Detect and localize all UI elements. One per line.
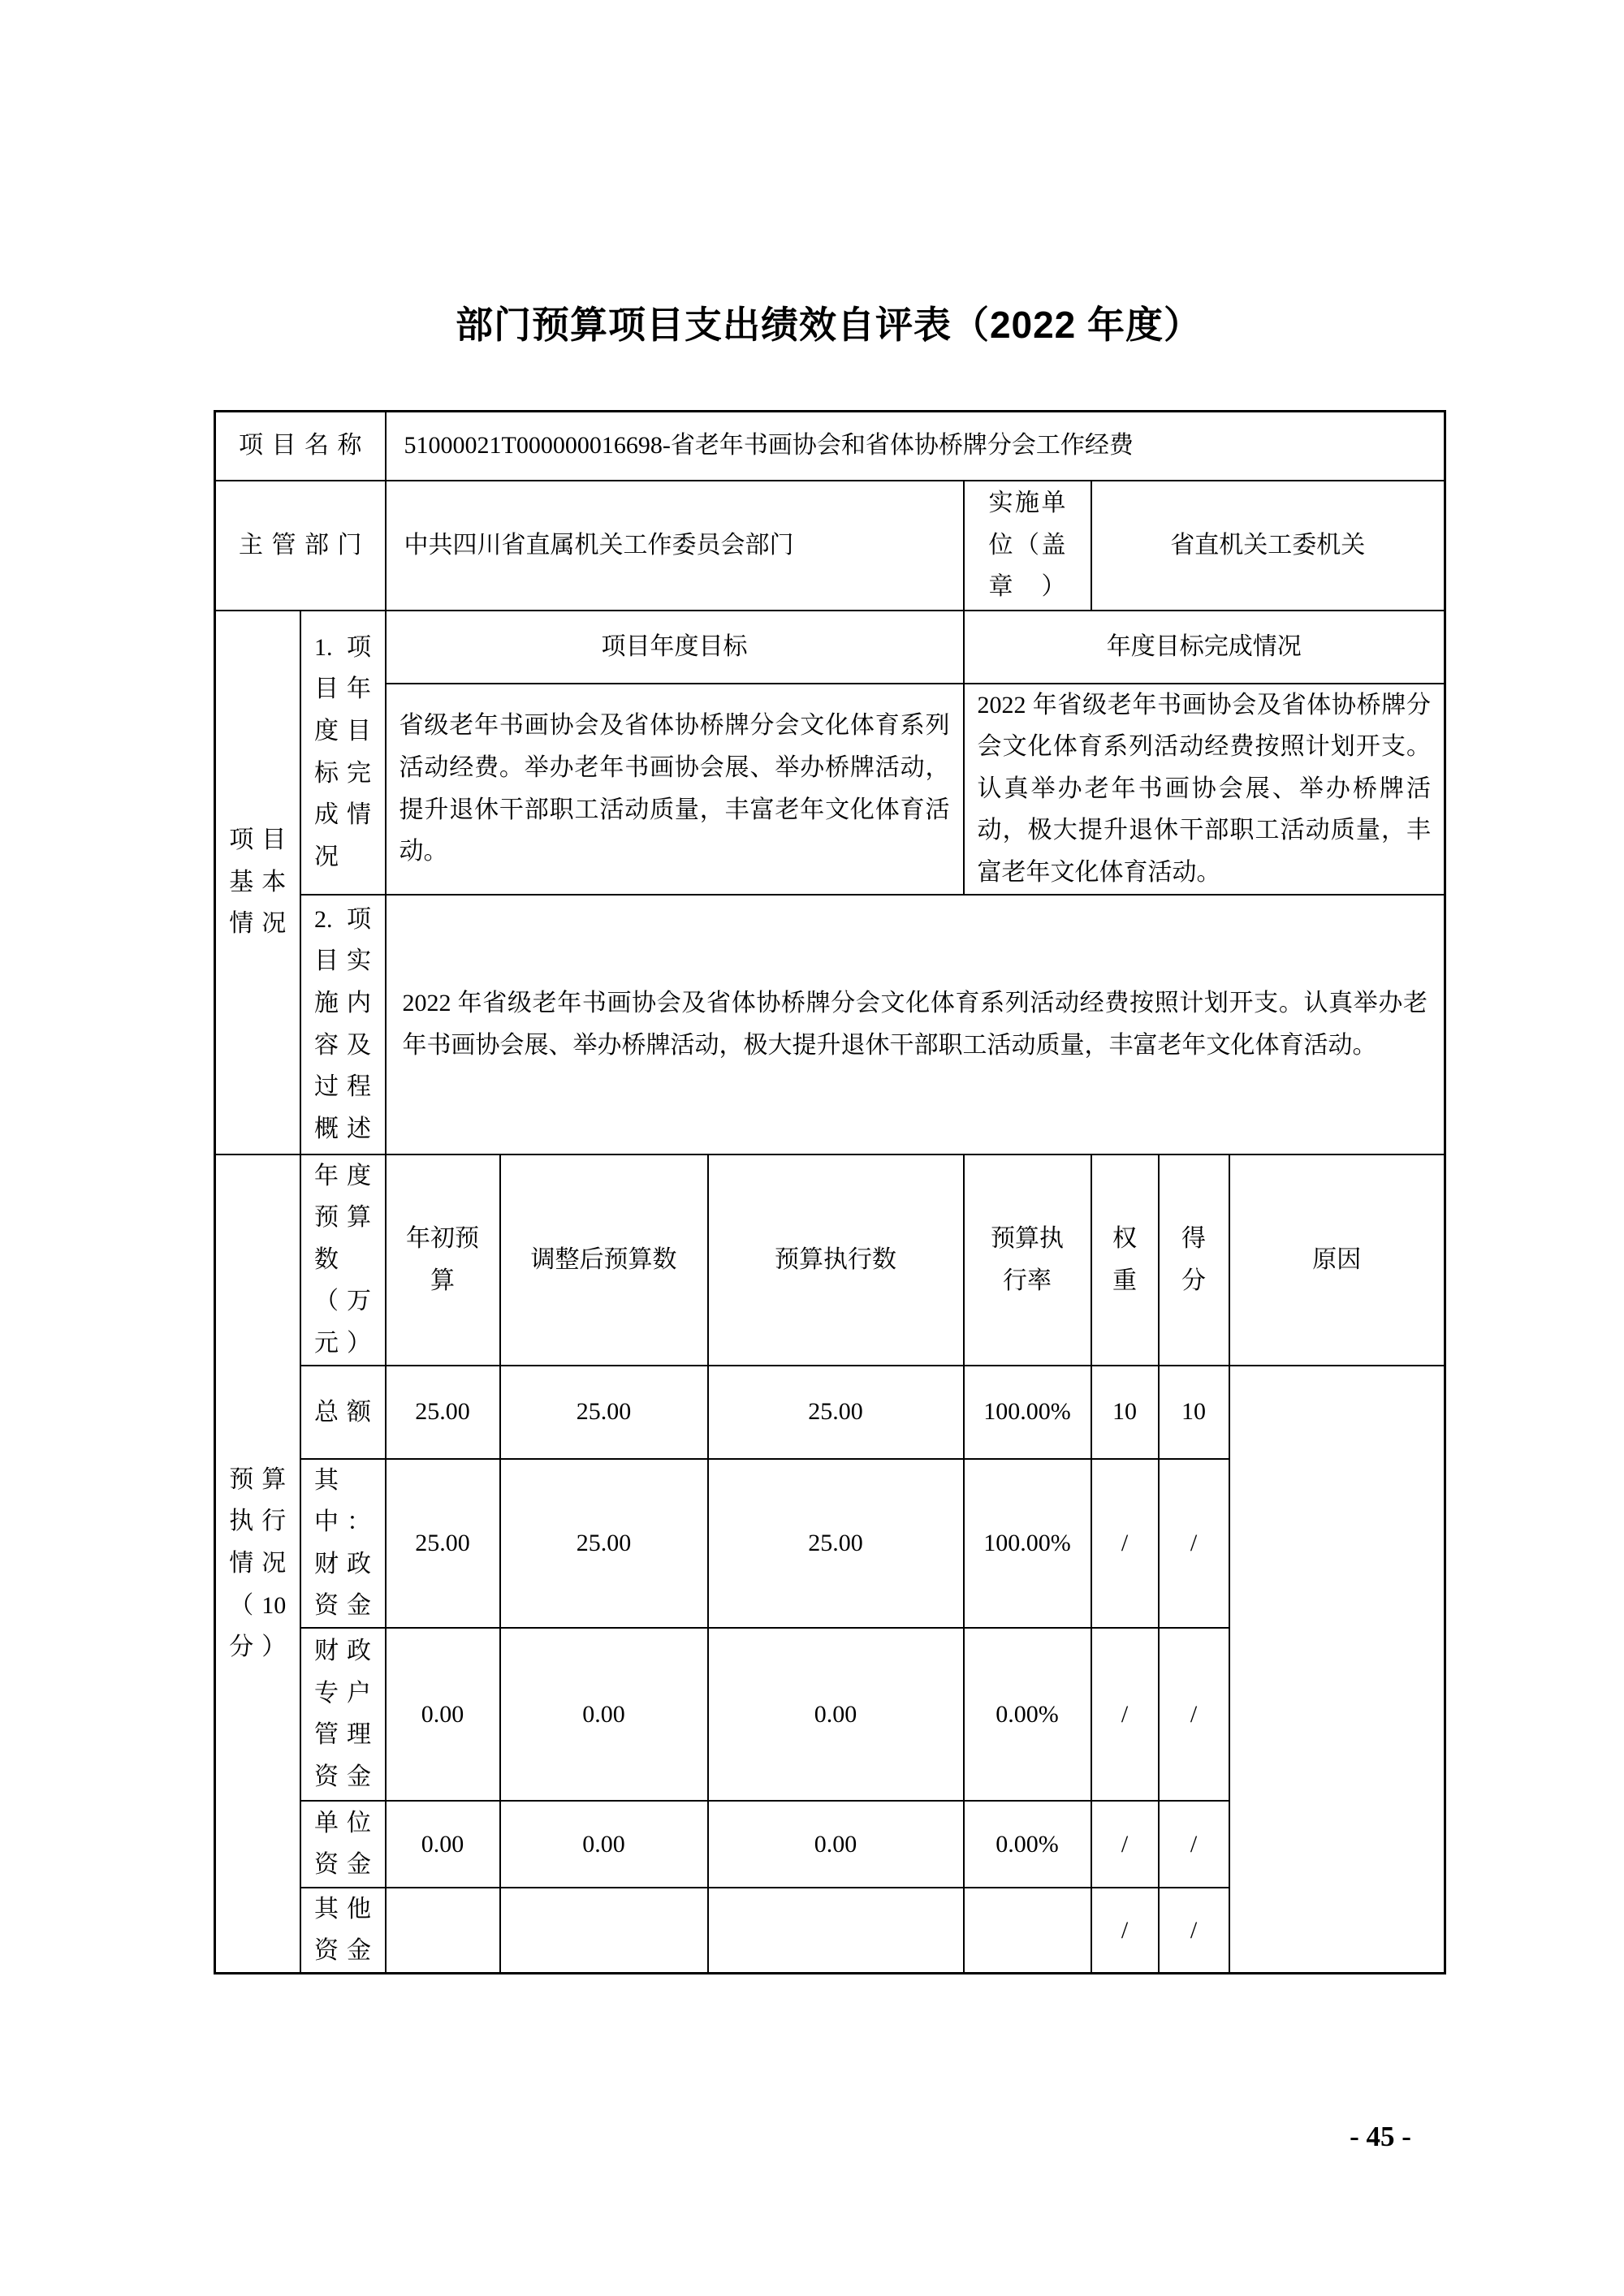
dept-label: 主管部门	[215, 481, 386, 611]
cell-weight: 10	[1091, 1366, 1159, 1459]
goal-col1-header: 项目年度目标	[386, 611, 964, 684]
budget-row-label	[300, 1801, 386, 1888]
basic-section-label	[215, 611, 300, 1154]
cell-initial-budget: 0.00	[386, 1628, 500, 1801]
cell-execution-rate: 100.00%	[964, 1459, 1091, 1628]
evaluation-table	[214, 410, 1446, 1974]
cell-initial-budget: 25.00	[386, 1366, 500, 1459]
goal-col2-header: 年度目标完成情况	[964, 611, 1445, 684]
cell-execution-rate: 100.00%	[964, 1366, 1091, 1459]
cell-adjusted-budget: 25.00	[500, 1366, 708, 1459]
cell-score: 10	[1159, 1366, 1229, 1459]
header-initial-budget: 年初预算	[386, 1154, 500, 1366]
cell-executed-budget: 25.00	[708, 1366, 964, 1459]
page-number: - 45 -	[1350, 2121, 1411, 2152]
cell-executed-budget	[708, 1888, 964, 1974]
budget-row-label-text: 财政专户管理资金	[314, 1638, 371, 1790]
cell-executed-budget: 0.00	[708, 1628, 964, 1801]
cell-weight: /	[1091, 1888, 1159, 1974]
implementation-text: 2022 年省级老年书画协会及省体协桥牌分会文化体育系列活动经费按照计划开支。认真举办老年书画协会展、举办桥牌活动，极大提升退休干部职工活动质量，丰富老年文化体育活动。	[386, 895, 1445, 1154]
cell-adjusted-budget	[500, 1888, 708, 1974]
cell-score: /	[1159, 1888, 1229, 1974]
dept-value: 中共四川省直属机关工作委员会部门	[386, 481, 964, 611]
cell-adjusted-budget: 0.00	[500, 1801, 708, 1888]
budget-row-label-text: 单位资金	[314, 1809, 371, 1879]
header-executed-budget: 预算执行数	[708, 1154, 964, 1366]
goal-row-label-text: 1.项目年度目标完成情况	[314, 633, 371, 870]
table-row	[215, 611, 1445, 684]
cell-reason	[1229, 1366, 1445, 1974]
budget-section-label	[215, 1154, 300, 1974]
cell-execution-rate: 0.00%	[964, 1628, 1091, 1801]
basic-section-label-text: 项目基本情况	[229, 826, 287, 938]
header-annual-budget-text: 年度预算数（万元）	[314, 1162, 371, 1357]
implementation-row-label-text: 2.项目实施内容及过程概述	[314, 905, 371, 1142]
budget-row-label	[300, 1628, 386, 1801]
goal-col1-text: 省级老年书画协会及省体协桥牌分会文化体育系列活动经费。举办老年书画协会展、举办桥牌活动，提升退休干部职工活动质量，丰富老年文化体育活动。	[386, 684, 964, 895]
cell-initial-budget	[386, 1888, 500, 1974]
cell-adjusted-budget: 0.00	[500, 1628, 708, 1801]
budget-row-label	[300, 1888, 386, 1974]
cell-execution-rate: 0.00%	[964, 1801, 1091, 1888]
cell-execution-rate	[964, 1888, 1091, 1974]
table-row	[215, 1366, 1445, 1459]
goal-col2-text: 2022 年省级老年书画协会及省体协桥牌分会文化体育系列活动经费按照计划开支。认真举办老年书画协会展、举办桥牌活动，极大提升退休干部职工活动质量，丰富老年文化体育活动。	[964, 684, 1445, 895]
header-score: 得分	[1159, 1154, 1229, 1366]
implementation-row-label	[300, 895, 386, 1154]
header-execution-rate: 预算执行率	[964, 1154, 1091, 1366]
cell-score: /	[1159, 1628, 1229, 1801]
cell-adjusted-budget: 25.00	[500, 1459, 708, 1628]
project-name-value: 51000021T000000016698-省老年书画协会和省体协桥牌分会工作经费	[386, 412, 1445, 481]
header-annual-budget	[300, 1154, 386, 1366]
cell-executed-budget: 0.00	[708, 1801, 964, 1888]
budget-row-label-text: 总额	[314, 1399, 371, 1426]
header-weight: 权重	[1091, 1154, 1159, 1366]
goal-row-label	[300, 611, 386, 895]
cell-weight: /	[1091, 1801, 1159, 1888]
cell-score: /	[1159, 1459, 1229, 1628]
cell-weight: /	[1091, 1459, 1159, 1628]
budget-section-label-text: 预算执行情况（10分）	[229, 1465, 287, 1661]
cell-score: /	[1159, 1801, 1229, 1888]
table-row	[215, 895, 1445, 1154]
table-row	[215, 481, 1445, 611]
project-name-label: 项目名称	[215, 412, 386, 481]
table-row	[215, 684, 1445, 895]
unit-value: 省直机关工委机关	[1091, 481, 1445, 611]
cell-initial-budget: 0.00	[386, 1801, 500, 1888]
budget-row-label-text: 其他资金	[314, 1895, 371, 1965]
table-row	[215, 412, 1445, 481]
unit-label-text: 实施单位（盖章）	[988, 490, 1066, 601]
cell-weight: /	[1091, 1628, 1159, 1801]
budget-row-label	[300, 1459, 386, 1628]
cell-initial-budget: 25.00	[386, 1459, 500, 1628]
page-title: 部门预算项目支出绩效自评表（2022 年度）	[455, 304, 1203, 346]
budget-row-label	[300, 1366, 386, 1459]
budget-row-label-text: 其中：财政资金	[314, 1466, 371, 1620]
table-row	[215, 1154, 1445, 1366]
cell-executed-budget: 25.00	[708, 1459, 964, 1628]
header-adjusted-budget: 调整后预算数	[500, 1154, 708, 1366]
unit-label	[964, 481, 1091, 611]
header-reason: 原因	[1229, 1154, 1445, 1366]
